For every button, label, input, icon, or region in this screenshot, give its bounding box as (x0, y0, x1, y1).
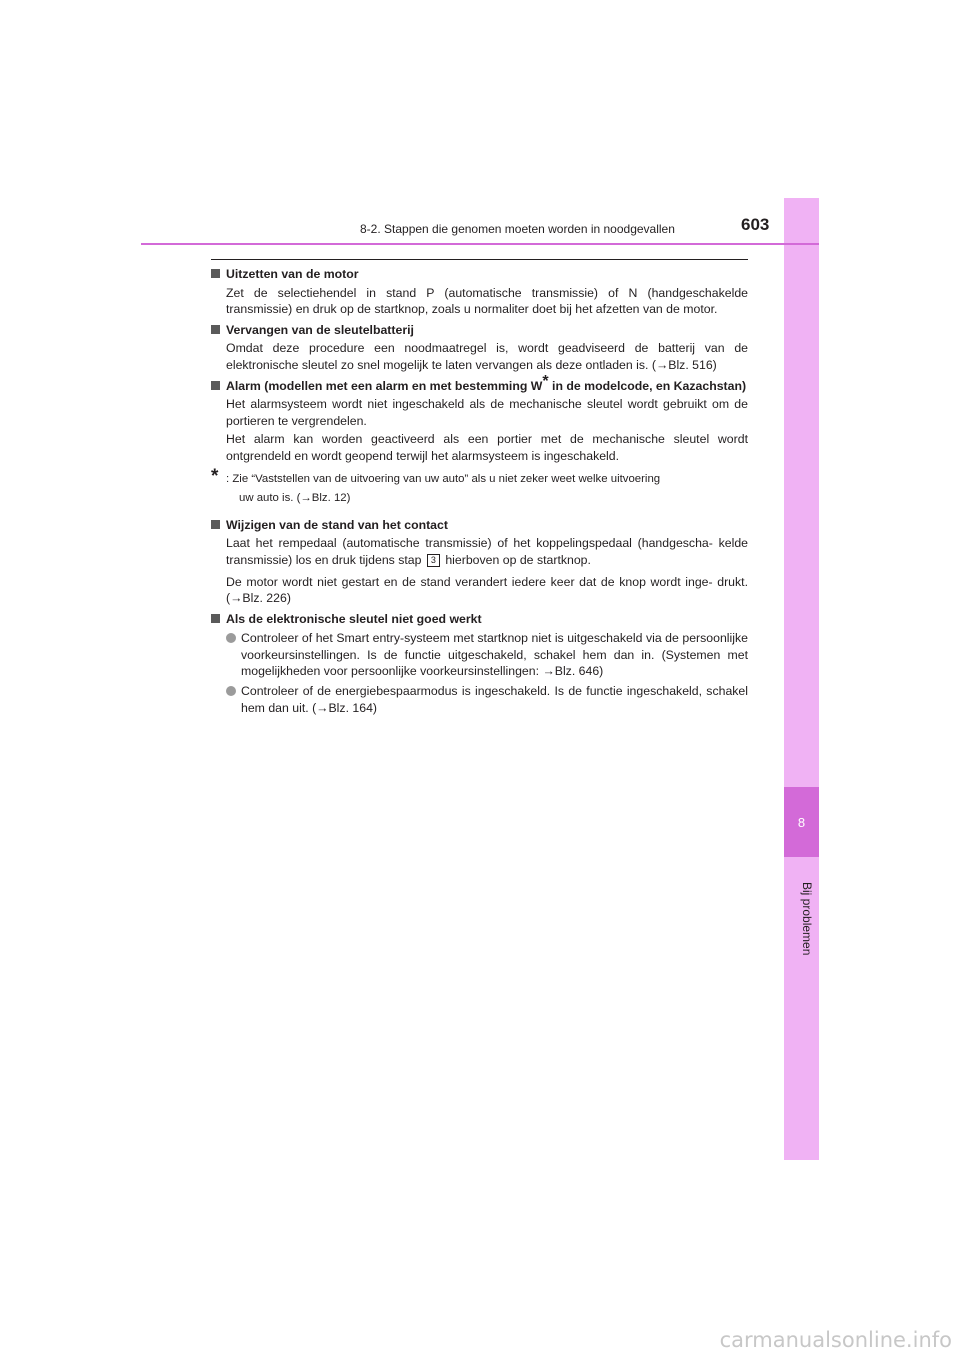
header-divider (141, 243, 819, 245)
section-ignition (211, 517, 748, 607)
body-text: hierboven op de startknop. (445, 552, 591, 567)
chapter-number: 8 (797, 814, 806, 830)
section-key-malfunction (211, 611, 748, 717)
footnote-star: * (211, 465, 219, 487)
square-bullet-icon (211, 520, 220, 529)
list-item-text: Controleer of het Smart entry-systeem met startknop niet is uitgeschakeld via de persoonlijke voorkeursinstellingen. Is de functie uitgeschakeld, schakel hem dan in. (Systemen met mogelijkheden voor persoonlijke voorkeursinstellingen: →Blz. 646) (241, 631, 748, 679)
list-item (226, 630, 748, 680)
section-alarm (211, 372, 748, 465)
section-engine-off (211, 266, 748, 318)
body-text: Laat het rempedaal (automatische transmissie) of het koppelingspedaal (handgescha- kelde transmissie) los en druk tijdens stap (226, 536, 748, 567)
footnote-marker: * (542, 372, 549, 390)
list-item-text: Controleer of de energiebespaarmodus is ingeschakeld. Is de functie ingeschakeld, schakel hem dan uit. (→Blz. 164) (241, 684, 748, 715)
round-bullet-icon (226, 686, 236, 696)
step-number-badge: 3 (427, 554, 440, 567)
round-bullet-icon (226, 633, 236, 643)
section-title: Uitzetten van de motor (226, 267, 359, 281)
footnote (211, 465, 748, 507)
section-title (226, 372, 748, 395)
square-bullet-icon (211, 614, 220, 623)
page-number: 603 (741, 215, 770, 234)
section-title: Als de elektronische sleutel niet goed werkt (226, 611, 482, 626)
footnote-line: : Zie “Vaststellen van de uitvoering van uw auto” als u niet zeker weet welke uitvoering (226, 472, 661, 485)
section-body: Zet de selectiehendel in stand P (automatische transmissie) of N (handgeschakelde transmissie) en druk op de startknop, zoals u normaliter doet bij het afzetten van de motor. (226, 285, 748, 317)
chapter-number-box (784, 787, 819, 857)
section-body: Het alarm kan worden geactiveerd als een portier met de mechanische sleutel wordt ontgrendeld en wordt geopend terwijl het alarmsysteem is ingeschakeld. (226, 432, 748, 463)
section-title: Wijzigen van de stand van het contact (226, 517, 448, 532)
chapter-side-tab (784, 198, 819, 1160)
content-rule (211, 259, 748, 260)
section-key-battery (211, 322, 748, 374)
section-body (226, 535, 748, 568)
page-content (211, 266, 748, 720)
title-part: Alarm (modellen met een alarm en met bestemming W (226, 378, 543, 393)
square-bullet-icon (211, 381, 220, 390)
footnote-line: uw auto is. (→Blz. 12) (239, 492, 351, 505)
section-body: Het alarmsysteem wordt niet ingeschakeld als de mechanische sleutel wordt gebruikt om de portieren te vergrendelen. (226, 397, 748, 428)
title-part: in de modelcode, en Kazachstan) (548, 378, 747, 393)
watermark: carmanualsonline.info (719, 1328, 952, 1352)
chapter-label: Bij problemen (800, 882, 814, 956)
list-item (226, 683, 748, 716)
section-title: Vervangen van de sleutelbatterij (226, 322, 414, 337)
section-body: Omdat deze procedure een noodmaatregel is, wordt geadviseerd de batterij van de elektronische sleutel zo snel mogelijk te laten vervangen als deze ontladen is. (→Blz. 516) (226, 341, 748, 372)
section-body: De motor wordt niet gestart en de stand verandert iedere keer dat de knop wordt inge- drukt. (→Blz. 226) (226, 574, 748, 606)
square-bullet-icon (211, 269, 220, 278)
square-bullet-icon (211, 325, 220, 334)
section-header: 8-2. Stappen die genomen moeten worden in noodgevallen (360, 222, 675, 236)
